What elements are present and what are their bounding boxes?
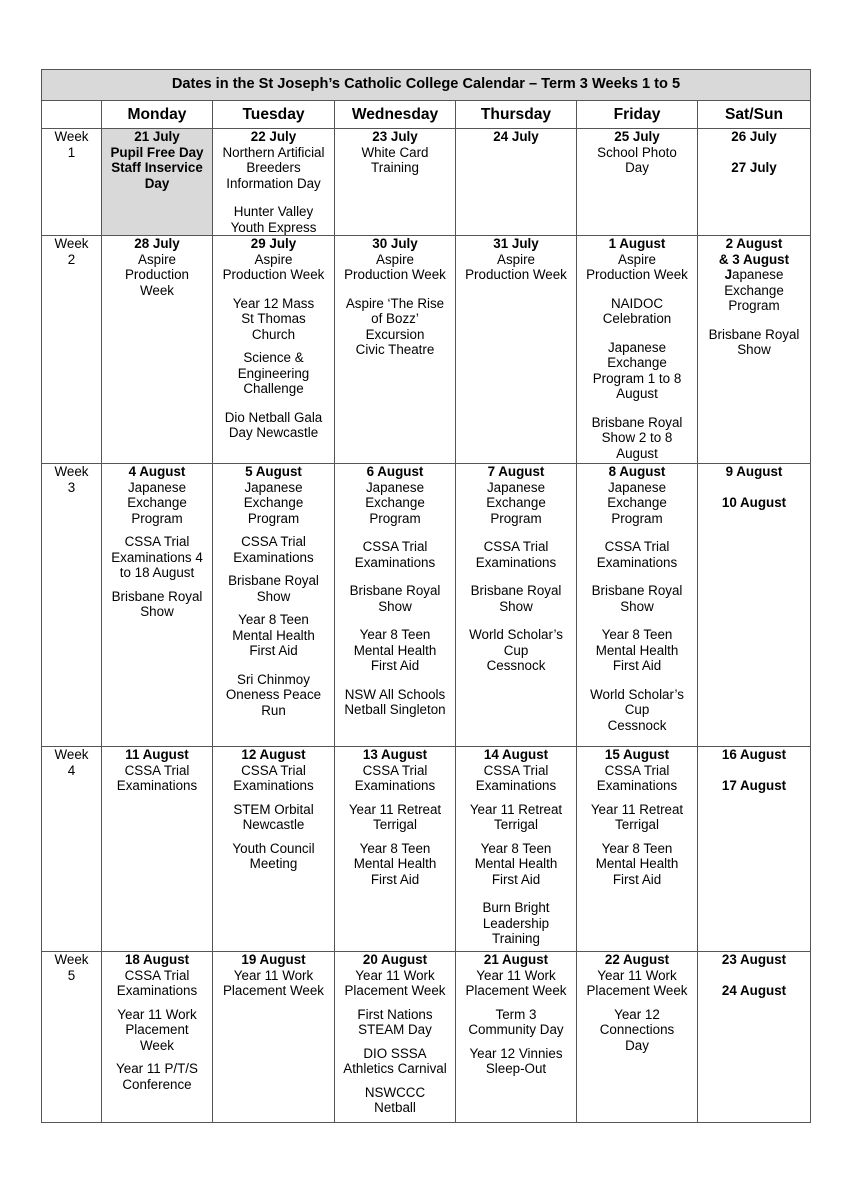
date-label: 9 August	[725, 464, 783, 479]
date-label: 18 August	[124, 952, 190, 967]
day-cell: 31 July Aspire Production Week	[456, 236, 577, 464]
date-label: 23 July	[372, 129, 418, 144]
day-cell: 14 August CSSA Trial Examinations Year 11 Retreat Terrigal Year 8 Teen Mental Health First Aid Burn Bright Leadership Training	[456, 747, 577, 952]
day-cell: 8 August Japanese Exchange Program CSSA Trial Examinations Brisbane Royal Show Year 8 Teen Mental Health First Aid World Scholar’s Cup Cessnock	[577, 464, 698, 747]
day-cell	[456, 129, 577, 236]
week-label: Week 2	[42, 236, 102, 464]
week-row	[42, 747, 811, 952]
week-label: Week 3	[42, 464, 102, 747]
header-thursday: Thursday	[456, 101, 577, 129]
day-cell: 12 August CSSA Trial Examinations STEM Orbital Newcastle Youth Council Meeting	[213, 747, 335, 952]
date-label: 10 August	[721, 494, 787, 510]
day-cell: 22 August Year 11 Work Placement Week Year 12 Connections Day	[577, 952, 698, 1123]
date-label: 14 August	[483, 747, 549, 762]
date-label: 23 August	[721, 952, 787, 967]
date-label: 15 August	[604, 747, 670, 762]
date-label: 22 July	[250, 129, 297, 144]
week-row	[42, 952, 811, 1123]
day-cell: 28 July Aspire Production Week	[102, 236, 213, 464]
day-cell: 19 August Year 11 Work Placement Week	[213, 952, 335, 1123]
date-label: 13 August	[362, 747, 428, 762]
date-label: 26 July	[731, 129, 777, 144]
day-cell: 23 July White Card Training	[335, 129, 456, 236]
day-cell: 20 August Year 11 Work Placement Week First Nations STEAM Day DIO SSSA Athletics Carnival NSWCCC Netball	[335, 952, 456, 1123]
date-label: 5 August	[245, 464, 302, 479]
day-cell: 11 August CSSA Trial Examinations	[102, 747, 213, 952]
day-cell: 25 July School Photo Day	[577, 129, 698, 236]
day-cell	[698, 464, 811, 747]
day-cell	[698, 952, 811, 1123]
week-row	[42, 129, 811, 236]
date-label: 30 July	[372, 236, 418, 251]
date-label: 16 August	[721, 747, 787, 762]
date-label: 8 August	[608, 464, 666, 479]
day-cell: 30 July Aspire Production Week Aspire ‘The Rise of Bozz’ Excursion Civic Theatre	[335, 236, 456, 464]
date-label: 6 August	[366, 464, 424, 479]
date-label: 25 July	[614, 129, 660, 144]
day-cell: 21 July Pupil Free Day Staff Inservice Day	[102, 129, 213, 236]
date-label: 21 July	[134, 129, 180, 144]
date-label: 27 July	[731, 159, 777, 175]
date-label: 11 August	[125, 747, 189, 762]
day-cell: 21 August Year 11 Work Placement Week Term 3 Community Day Year 12 Vinnies Sleep-Out	[456, 952, 577, 1123]
date-label: 24 August	[721, 982, 787, 998]
date-label: 4 August	[128, 464, 186, 479]
header-tuesday: Tuesday	[213, 101, 335, 129]
day-cell: 13 August CSSA Trial Examinations Year 11 Retreat Terrigal Year 8 Teen Mental Health First Aid	[335, 747, 456, 952]
day-cell: 5 August Japanese Exchange Program CSSA Trial Examinations Brisbane Royal Show Year 8 Teen Mental Health First Aid Sri Chinmoy Oneness Peace Run	[213, 464, 335, 747]
date-label: 28 July	[134, 236, 180, 251]
week-row	[42, 464, 811, 747]
date-label: 2 August	[725, 236, 783, 251]
day-cell	[698, 747, 811, 952]
calendar-title: Dates in the St Joseph’s Catholic College Calendar – Term 3 Weeks 1 to 5	[42, 70, 811, 101]
day-cell: 22 July Northern Artificial Breeders Information Day Hunter Valley Youth Express	[213, 129, 335, 236]
date-label: 31 July	[493, 236, 539, 251]
day-cell: 2 August & 3 August Japanese Exchange Program Brisbane Royal Show	[698, 236, 811, 464]
date-label: 21 August	[483, 952, 549, 967]
day-cell: 15 August CSSA Trial Examinations Year 11 Retreat Terrigal Year 8 Teen Mental Health First Aid	[577, 747, 698, 952]
calendar-table	[41, 69, 811, 1123]
week-label: Week 5	[42, 952, 102, 1123]
header-wednesday: Wednesday	[335, 101, 456, 129]
week-label: Week 1	[42, 129, 102, 236]
day-cell: 6 August Japanese Exchange Program CSSA Trial Examinations Brisbane Royal Show Year 8 Teen Mental Health First Aid NSW All Schools Netball Singleton	[335, 464, 456, 747]
date-label: 29 July	[250, 236, 297, 251]
date-label: 20 August	[362, 952, 428, 967]
header-monday: Monday	[102, 101, 213, 129]
day-cell: 4 August Japanese Exchange Program CSSA Trial Examinations 4 to 18 August Brisbane Royal Show	[102, 464, 213, 747]
date-label: 22 August	[604, 952, 670, 967]
header-blank	[42, 101, 102, 129]
day-cell: 7 August Japanese Exchange Program CSSA Trial Examinations Brisbane Royal Show World Scholar’s Cup Cessnock	[456, 464, 577, 747]
header-friday: Friday	[577, 101, 698, 129]
week-row	[42, 236, 811, 464]
day-cell: 18 August CSSA Trial Examinations Year 11 Work Placement Week Year 11 P/T/S Conference	[102, 952, 213, 1123]
date-label: & 3 August	[718, 251, 790, 267]
date-label: 24 July	[493, 129, 539, 144]
day-cell	[698, 129, 811, 236]
date-label: 19 August	[241, 952, 306, 967]
header-satsun: Sat/Sun	[698, 101, 811, 129]
week-label: Week 4	[42, 747, 102, 952]
date-label: 17 August	[721, 777, 787, 793]
date-label: 7 August	[487, 464, 545, 479]
day-cell: 1 August Aspire Production Week NAIDOC Celebration Japanese Exchange Program 1 to 8 August Brisbane Royal Show 2 to 8 August	[577, 236, 698, 464]
date-label: 12 August	[241, 747, 306, 762]
date-label: 1 August	[608, 236, 666, 251]
day-cell: 29 July Aspire Production Week Year 12 Mass St Thomas Church Science & Engineering Challenge Dio Netball Gala Day Newcastle	[213, 236, 335, 464]
